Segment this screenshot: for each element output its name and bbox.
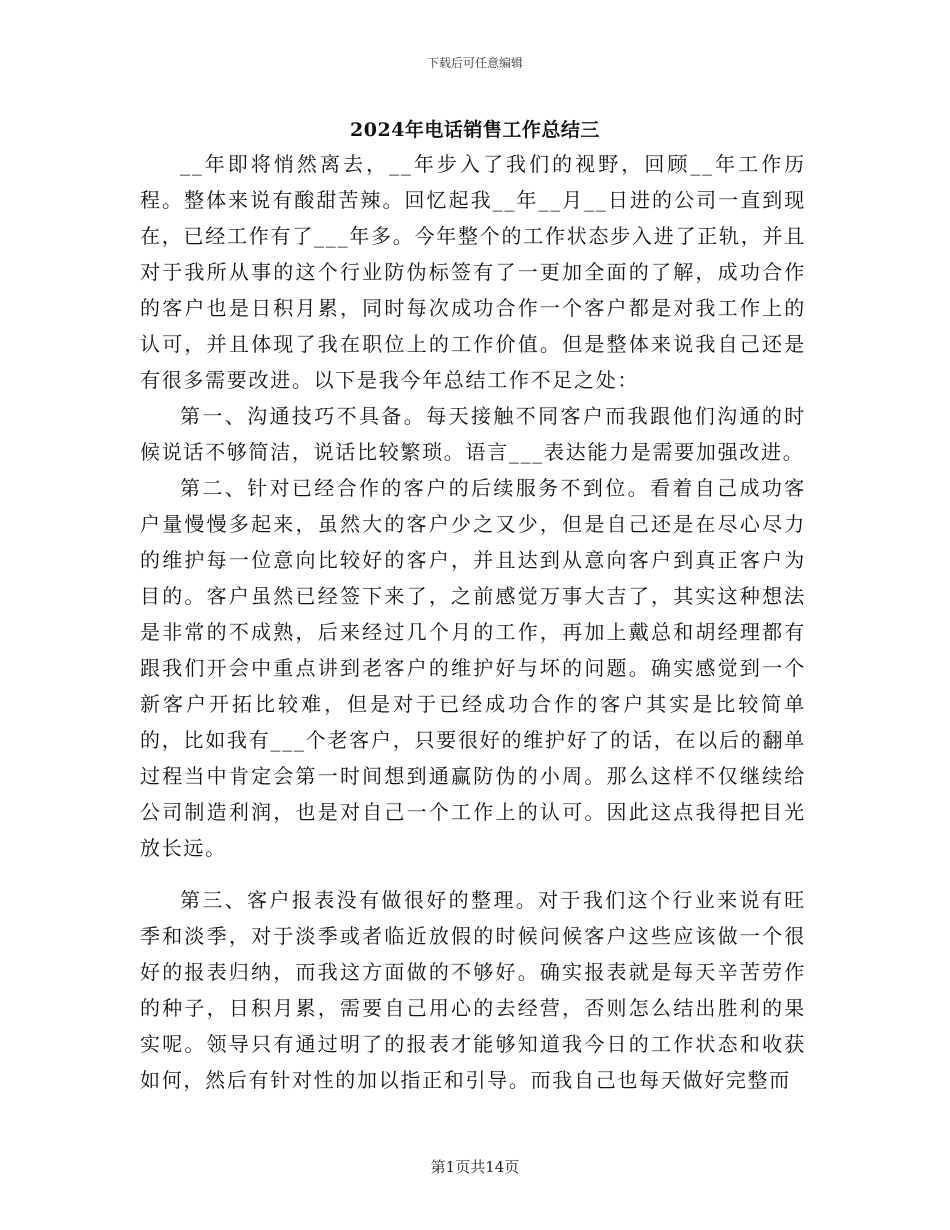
document-body: [140, 146, 806, 1098]
paragraph-point-one: 第一、沟通技巧不具备。每天接触不同客户而我跟他们沟通的时候说话不够简洁，说话比较繁琐。语言___表达能力是需要加强改进。: [140, 404, 806, 464]
paragraph-point-two: 第二、针对已经合作的客户的后续服务不到位。看着自己成功客户量慢慢多起来，虽然大的客户少之又少，但是自己还是在尽心尽力的维护每一位意向比较好的客户，并且达到从意向客户到真正客户为目的。客户虽然已经签下来了，之前感觉万事大吉了，其实这种想法是非常的不成熟，后来经过几个月的工作，再加上戴总和胡经理都有跟我们开会中重点讲到老客户的维护好与坏的问题。确实感觉到一个新客户开拓比较难，但是对于已经成功合作的客户其实是比较简单的，比如我有___个老客户，只要很好的维护好了的话，在以后的翻单过程当中肯定会第一时间想到通赢防伪的小周。那么这样不仅继续给公司制造利润，也是对自己一个工作上的认可。因此这点我得把目光放长远。: [140, 476, 806, 860]
document-title: 2024年电话销售工作总结三: [350, 119, 600, 141]
page-number: 第1页共14页: [430, 1158, 520, 1176]
paragraph-intro: __年即将悄然离去，__年步入了我们的视野，回顾__年工作历程。整体来说有酸甜苦辣。回忆起我__年__月__日进的公司一直到现在，已经工作有了___年多。今年整个的工作状态步入进了正轨，并且对于我所从事的这个行业防伪标签有了一更加全面的了解，成功合作的客户也是日积月累，同时每次成功合作一个客户都是对我工作上的认可，并且体现了我在职位上的工作价值。但是整体来说我自己还是有很多需要改进。以下是我今年总结工作不足之处：: [140, 152, 806, 392]
download-note: 下载后可任意编辑: [426, 56, 523, 70]
paragraph-point-three: 第三、客户报表没有做很好的整理。对于我们这个行业来说有旺季和淡季，对于淡季或者临近放假的时候问候客户这些应该做一个很好的报表归纳，而我这方面做的不够好。确实报表就是每天辛苦劳作的种子，日积月累，需要自己用心的去经营，否则怎么结出胜利的果实呢。领导只有通过明了的报表才能够知道我今日的工作状态和收获如何，然后有针对性的加以指正和引导。而我自己也每天做好完整而: [140, 888, 806, 1092]
